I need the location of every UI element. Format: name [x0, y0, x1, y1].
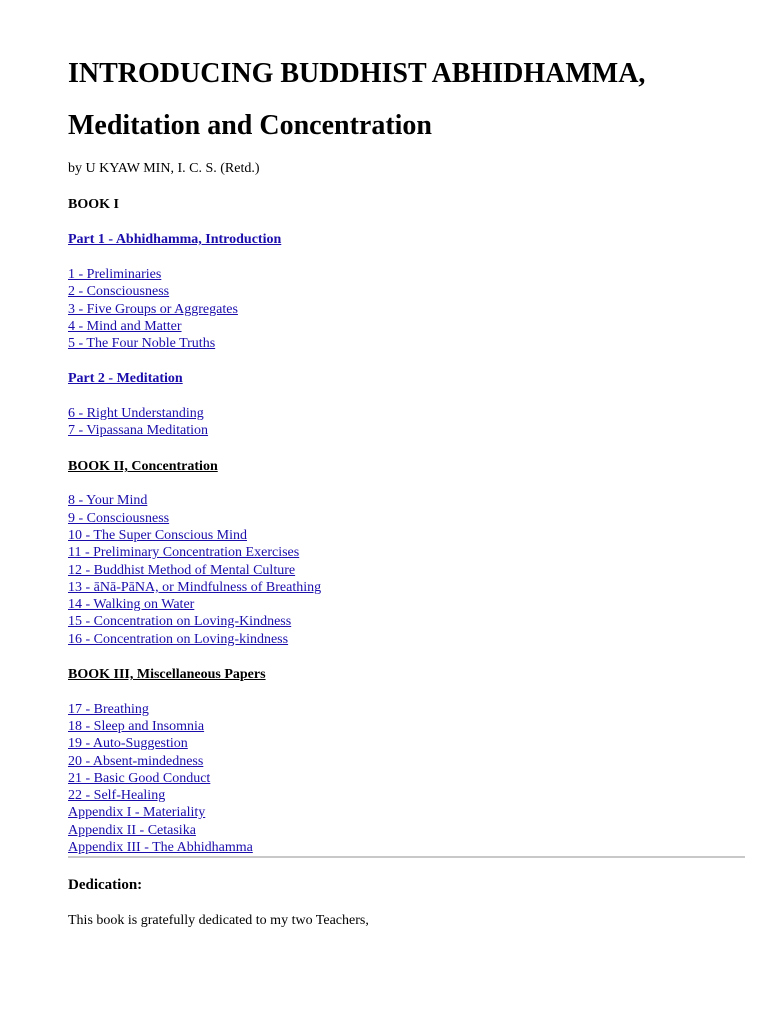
toc-item-link[interactable]: Appendix I - Materiality — [68, 805, 206, 820]
toc-item-link[interactable]: 18 - Sleep and Insomnia — [68, 719, 205, 734]
toc-item-link[interactable]: 19 - Auto-Suggestion — [68, 736, 188, 751]
toc-item-link[interactable]: 6 - Right Understanding — [68, 406, 204, 421]
book3-heading: BOOK III, Miscellaneous Papers — [68, 667, 266, 682]
toc-item-link[interactable]: 10 - The Super Conscious Mind — [68, 528, 248, 543]
toc-item-link[interactable]: Appendix III - The Abhidhamma — [68, 840, 253, 855]
author-byline: by U KYAW MIN, I. C. S. (Retd.) — [68, 161, 260, 176]
horizontal-rule — [68, 856, 745, 858]
toc-item-link[interactable]: 2 - Consciousness — [68, 284, 170, 299]
toc-part2-link[interactable]: Part 2 - Meditation — [68, 371, 183, 386]
toc-item-link[interactable]: 7 - Vipassana Meditation — [68, 423, 209, 438]
toc-item-link[interactable]: 12 - Buddhist Method of Mental Culture — [68, 563, 296, 578]
toc-item-link[interactable]: 11 - Preliminary Concentration Exercises — [68, 545, 300, 560]
toc-item-link[interactable]: 9 - Consciousness — [68, 511, 170, 526]
toc-item-link[interactable]: 13 - āNā-PāNA, or Mindfulness of Breathing — [68, 580, 322, 595]
dedication-text: This book is gratefully dedicated to my two Teachers, — [68, 913, 369, 928]
toc-item-link[interactable]: 20 - Absent-mindedness — [68, 754, 204, 769]
toc-item-link[interactable]: 14 - Walking on Water — [68, 597, 195, 612]
toc-part1-link[interactable]: Part 1 - Abhidhamma, Introduction — [68, 232, 282, 247]
toc-item-link[interactable]: 1 - Preliminaries — [68, 267, 162, 282]
toc-item-link[interactable]: 3 - Five Groups or Aggregates — [68, 302, 238, 317]
toc-item-link[interactable]: 22 - Self-Healing — [68, 788, 166, 803]
document-subtitle: Meditation and Concentration — [68, 110, 432, 141]
document-title: INTRODUCING BUDDHIST ABHIDHAMMA, — [68, 58, 646, 89]
toc-item-link[interactable]: 16 - Concentration on Loving-kindness — [68, 632, 289, 647]
dedication-heading: Dedication: — [68, 877, 143, 893]
toc-item-link[interactable]: 5 - The Four Noble Truths — [68, 336, 216, 351]
toc-item-link[interactable]: 4 - Mind and Matter — [68, 319, 182, 334]
book2-heading: BOOK II, Concentration — [68, 459, 218, 474]
toc-item-link[interactable]: 17 - Breathing — [68, 702, 149, 717]
toc-item-link[interactable]: 15 - Concentration on Loving-Kindness — [68, 614, 292, 629]
toc-item-link[interactable]: Appendix II - Cetasika — [68, 823, 196, 838]
book1-heading: BOOK I — [68, 197, 119, 212]
toc-item-link[interactable]: 21 - Basic Good Conduct — [68, 771, 211, 786]
toc-item-link[interactable]: 8 - Your Mind — [68, 493, 148, 508]
